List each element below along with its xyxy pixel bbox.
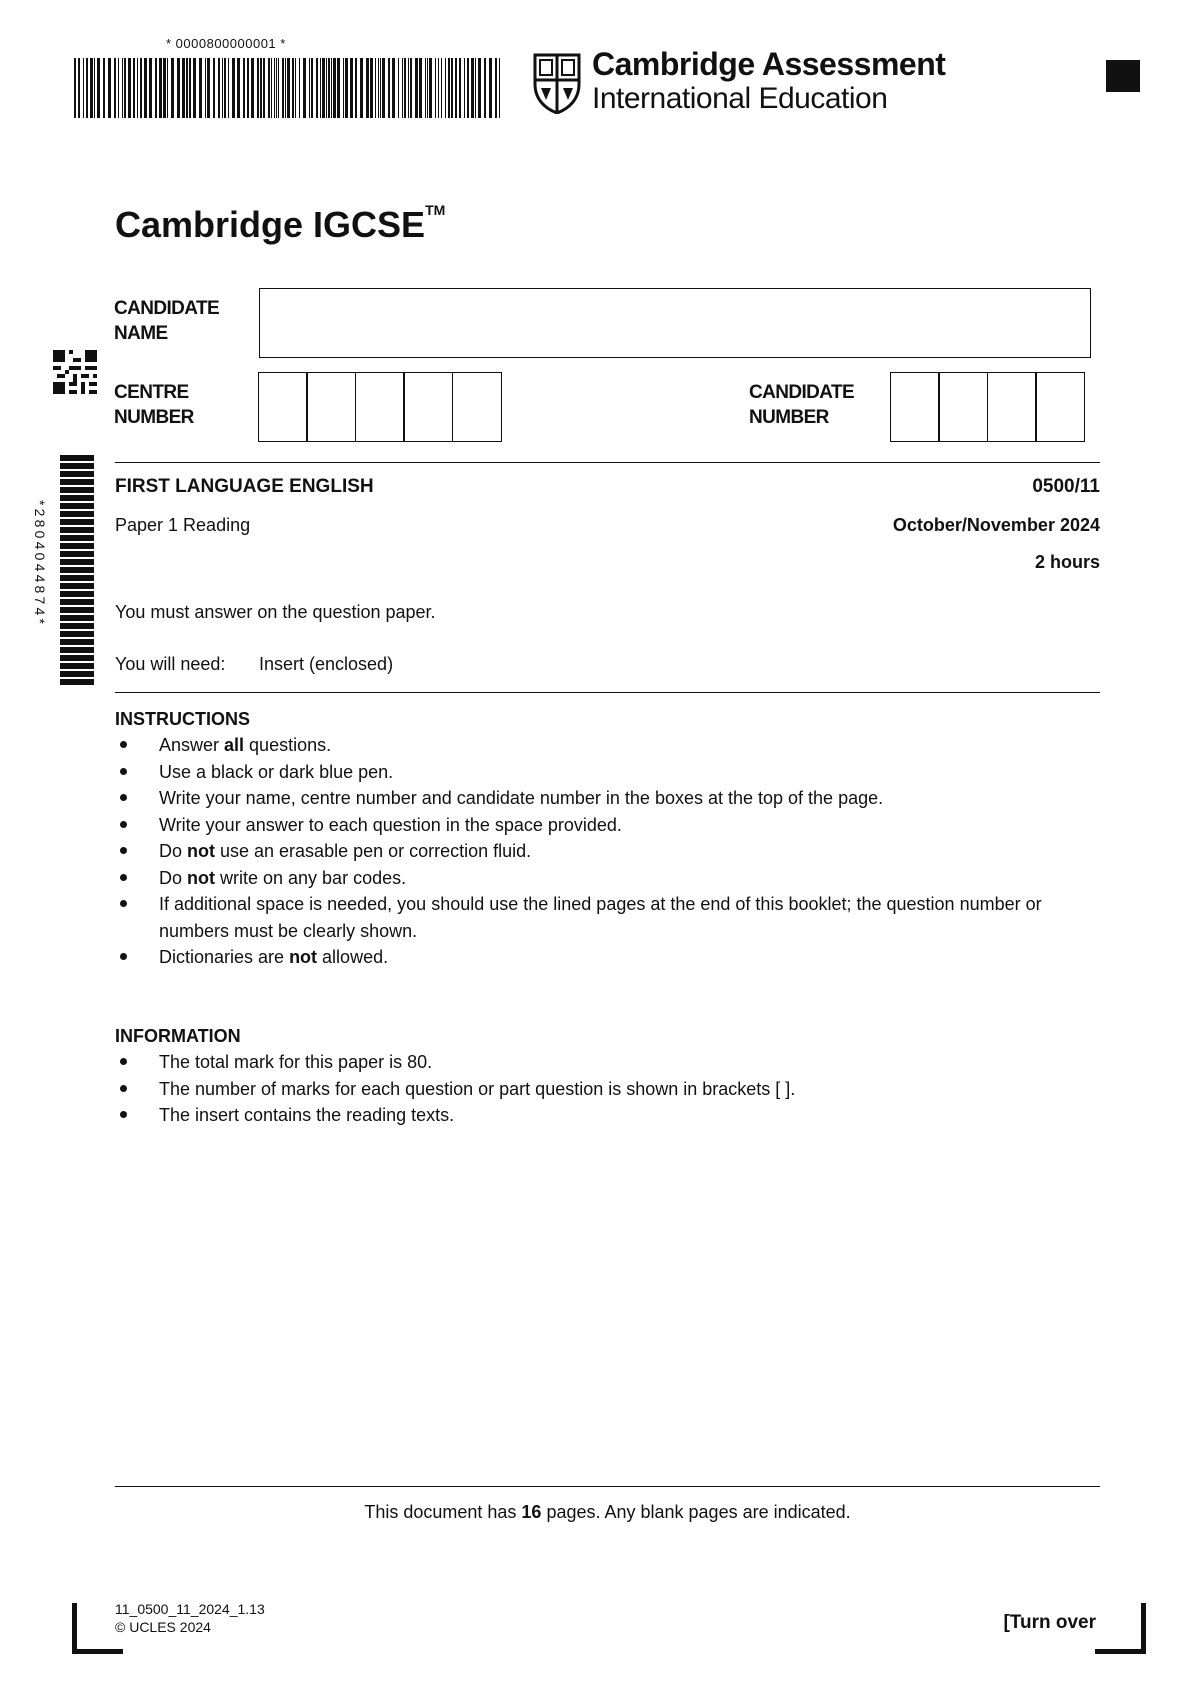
paper-name: Paper 1 Reading <box>115 515 251 535</box>
centre-digit-box[interactable] <box>258 372 308 442</box>
exam-duration: 2 hours <box>1034 552 1100 572</box>
paper-code: 0500/11 <box>1032 476 1100 497</box>
top-barcode <box>74 58 504 118</box>
barcode-number: * 0000800000001 * <box>166 36 286 51</box>
centre-number-label: CENTRE NUMBER <box>114 382 194 428</box>
divider <box>115 462 1100 463</box>
document-code: 11_0500_11_2024_1.13 <box>115 1601 265 1617</box>
candidate-digit-box[interactable] <box>938 372 988 442</box>
instruction-item: Write your answer to each question in the space provided. <box>115 812 1075 839</box>
information-item: The insert contains the reading texts. <box>115 1102 1075 1129</box>
instruction-item: Answer all questions. <box>115 732 1075 759</box>
instruction-item: Use a black or dark blue pen. <box>115 759 1075 786</box>
candidate-number-label: CANDIDATE NUMBER <box>749 382 855 428</box>
information-item: The number of marks for each question or part question is shown in brackets [ ]. <box>115 1076 1075 1103</box>
candidate-number-field[interactable] <box>891 372 1085 442</box>
logo-line-2: International Education <box>592 82 888 115</box>
centre-digit-box[interactable] <box>403 372 453 442</box>
side-barcode <box>60 455 94 685</box>
cambridge-crest-icon <box>532 52 582 114</box>
instruction-item: Write your name, centre number and candidate number in the boxes at the top of the page. <box>115 785 1075 812</box>
exam-session: October/November 2024 <box>892 515 1100 535</box>
centre-number-field[interactable] <box>259 372 502 442</box>
trademark-mark: TM <box>425 202 446 218</box>
candidate-digit-box[interactable] <box>987 372 1037 442</box>
information-item: The total mark for this paper is 80. <box>115 1049 1075 1076</box>
instruction-item: If additional space is needed, you should use the lined pages at the end of this booklet; the question number or numbers must be clearly shown. <box>115 891 1075 944</box>
instructions-heading: INSTRUCTIONS <box>115 709 250 729</box>
instruction-item: Do not write on any bar codes. <box>115 865 1075 892</box>
copyright: © UCLES 2024 <box>115 1619 211 1635</box>
subject: FIRST LANGUAGE ENGLISH <box>115 476 374 497</box>
information-list <box>115 1049 1075 1129</box>
alignment-mark <box>1106 60 1140 92</box>
instruction-item: Do not use an erasable pen or correction fluid. <box>115 838 1075 865</box>
candidate-name-label: CANDIDATE NAME <box>114 298 220 344</box>
page-title: Cambridge IGCSE™ <box>115 202 446 245</box>
candidate-digit-box[interactable] <box>890 372 940 442</box>
centre-digit-box[interactable] <box>306 372 356 442</box>
centre-digit-box[interactable] <box>355 372 405 442</box>
side-code: *2804044874* <box>32 500 48 628</box>
information-heading: INFORMATION <box>115 1026 241 1046</box>
instructions-list <box>115 732 1075 971</box>
centre-digit-box[interactable] <box>452 372 502 442</box>
divider <box>115 692 1100 693</box>
qr-code-icon <box>53 350 97 394</box>
candidate-digit-box[interactable] <box>1035 372 1085 442</box>
candidate-name-field[interactable] <box>259 288 1091 358</box>
need-label: You will need: <box>115 654 226 674</box>
corner-mark-left <box>72 1603 123 1654</box>
page-count-note: This document has 16 pages. Any blank pages are indicated. <box>364 1502 851 1522</box>
need-value: Insert (enclosed) <box>259 654 394 674</box>
instruction-item: Dictionaries are not allowed. <box>115 944 1075 971</box>
answer-note: You must answer on the question paper. <box>115 602 436 622</box>
corner-mark-right <box>1095 1603 1146 1654</box>
turn-over-label: [Turn over <box>1003 1612 1096 1633</box>
divider <box>115 1486 1100 1487</box>
document-footer <box>115 1600 265 1636</box>
logo-line-1: Cambridge Assessment <box>592 46 946 82</box>
